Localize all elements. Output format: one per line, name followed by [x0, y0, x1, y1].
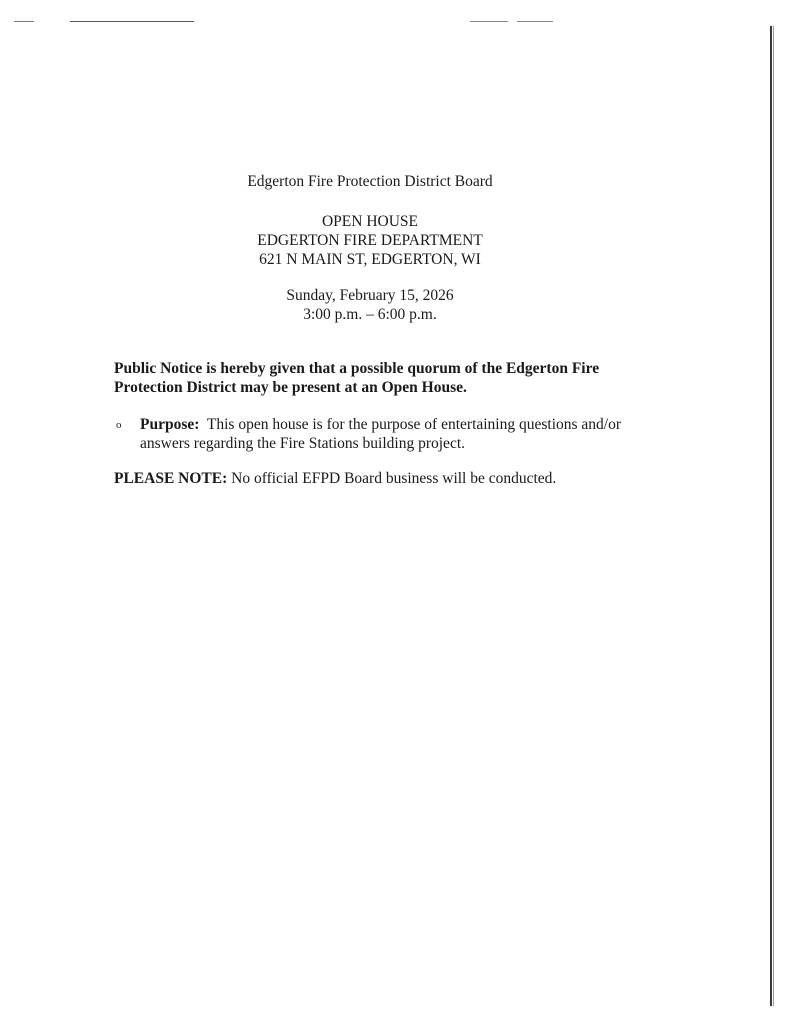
event-title: OPEN HOUSE: [321, 213, 419, 230]
purpose-line: This open house is for the purpose of entertaining questions and/or: [206, 416, 622, 433]
scan-artifact-line: [470, 21, 508, 22]
org-title-text: Edgerton Fire Protection District Board: [247, 173, 493, 190]
date-block: [200, 286, 540, 324]
scan-edge-border: [773, 26, 774, 1006]
bullet-circle-icon: o: [116, 419, 122, 431]
public-notice-line: Public Notice is hereby given that a possible quorum of the Edgerton Fire: [114, 360, 600, 377]
scan-artifact-line: [14, 21, 34, 22]
public-notice: [114, 359, 674, 397]
event-block: [200, 212, 540, 269]
event-venue: EDGERTON FIRE DEPARTMENT: [257, 232, 483, 249]
purpose-text: [140, 415, 694, 453]
purpose-line: answers regarding the Fire Stations building project.: [140, 435, 466, 452]
purpose-item: [114, 415, 694, 453]
please-note-text: No official EFPD Board business will be conducted.: [231, 470, 557, 487]
scan-edge-border: [770, 26, 772, 1006]
org-title: [200, 172, 540, 191]
scan-artifact-line: [517, 21, 553, 22]
public-notice-line: Protection District may be present at an Open House.: [114, 379, 467, 396]
event-address: 621 N MAIN ST, EDGERTON, WI: [259, 251, 481, 268]
please-note-label: PLEASE NOTE:: [114, 470, 228, 487]
scan-artifact-line: [70, 21, 194, 22]
event-time: 3:00 p.m. – 6:00 p.m.: [303, 306, 437, 323]
purpose-label: Purpose:: [140, 416, 200, 433]
please-note: [114, 469, 714, 488]
event-date: Sunday, February 15, 2026: [286, 287, 454, 304]
